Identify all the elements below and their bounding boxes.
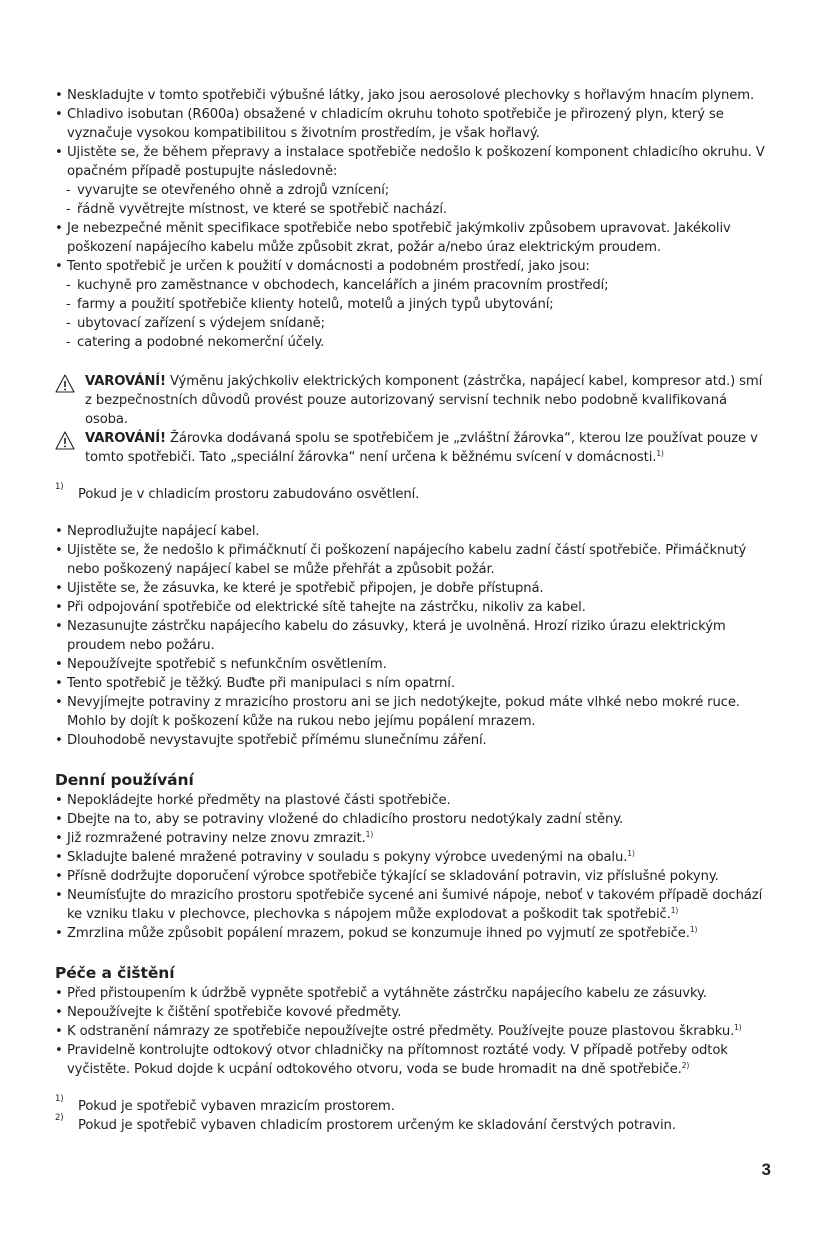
- footnote-text: Pokud je spotřebič vybaven chladicím prostorem určeným ke skladování čerstvých potravin.: [78, 1118, 676, 1133]
- list-item: [55, 810, 771, 829]
- footnote-ref: 1): [627, 849, 635, 858]
- footnote-ref: 2): [681, 1061, 690, 1070]
- list-item: [55, 693, 771, 731]
- warning-triangle-icon: [55, 374, 75, 393]
- list-item: [55, 674, 771, 693]
- footnote-number: 1): [55, 1094, 64, 1104]
- sub-list-item: [55, 333, 771, 352]
- list-item: [55, 848, 771, 867]
- section-heading-care: Péče a čištění: [55, 964, 175, 982]
- warning-block: [55, 372, 771, 429]
- list-item: [55, 86, 771, 105]
- list-item: [55, 867, 771, 886]
- footnote-ref: 1): [365, 830, 374, 839]
- footnote-ref: 1): [670, 906, 679, 915]
- list-item-text: Pravidelně kontrolujte odtokový otvor chladničky na přítomnost roztáté vody. V případě potřeby odtok vyčistěte. Pokud dojde k ucpání odtokového otvoru, voda se bude hromadit na dně spotřebiče.: [67, 1043, 728, 1077]
- footnote: [55, 1094, 771, 1116]
- list-item-text: K odstranění námrazy ze spotřebiče nepoužívejte ostré předměty. Používejte pouze plastovou škrabku.: [67, 1024, 735, 1039]
- warning-text: Výměnu jakýchkoliv elektrických komponent (zástrčka, napájecí kabel, kompresor atd.) smí z bezpečnostních důvodů provést pouze autorizovaný servisní technik nebo podobně kvalifikovaná osoba.: [85, 374, 763, 427]
- sub-list-item: [55, 181, 771, 200]
- list-item-text: Nevyjímejte potraviny z mrazicího prostoru ani se jich nedotýkejte, pokud máte vlhké nebo mokré ruce. Mohlo by dojít k poškození kůže na rukou nebo jejímu popálení mrazem.: [67, 695, 740, 729]
- sub-list-item: [55, 200, 771, 219]
- sub-list-item: [55, 295, 771, 314]
- footnote: [55, 1113, 771, 1135]
- list-item-text: Neumísťujte do mrazicího prostoru spotřebiče sycené ani šumivé nápoje, neboť v takovém případě dochází ke vzniku tlaku v plechovce, plechovka s nápojem může explodovat a poškodit tak spotřebič.: [67, 888, 763, 922]
- list-item-text: Nepoužívejte spotřebič s nefunkčním osvětlením.: [67, 657, 387, 672]
- list-item: [55, 829, 771, 848]
- list-item-text: ubytovací zařízení s výdejem snídaně;: [77, 316, 325, 331]
- list-item-text: Ujistěte se, že nedošlo k přimáčknutí či poškození napájecího kabelu zadní částí spotřebiče. Přimáčknutý nebo poškozený napájecí kabel se může přehřát a způsobit požár.: [67, 543, 747, 577]
- section-heading-daily-use: Denní používání: [55, 771, 194, 789]
- footnote-number: 2): [55, 1113, 64, 1123]
- list-item: [55, 598, 771, 617]
- list-item: [55, 522, 771, 541]
- list-item-text: Je nebezpečné měnit specifikace spotřebiče nebo spotřebič jakýmkoliv způsobem upravovat. Jakékoliv poškození napájecího kabelu může způsobit zkrat, požár a/nebo úraz elektrickým proudem.: [67, 221, 731, 255]
- list-item: [55, 655, 771, 674]
- list-item-text: Nezasunujte zástrčku napájecího kabelu do zásuvky, která je uvolněná. Hrozí riziko úrazu elektrickým proudem nebo požáru.: [67, 619, 726, 653]
- warning-triangle-icon: [55, 431, 75, 450]
- list-item: [55, 886, 771, 924]
- list-item: [55, 731, 771, 750]
- list-item-text: Skladujte balené mražené potraviny v souladu s pokyny výrobce uvedenými na obalu.: [67, 850, 628, 865]
- list-item-text: Neskladujte v tomto spotřebiči výbušné látky, jako jsou aerosolové plechovky s hořlavým hnacím plynem.: [67, 88, 755, 103]
- list-item: [55, 579, 771, 598]
- warning-label: VAROVÁNÍ!: [85, 374, 166, 389]
- list-item-text: Chladivo isobutan (R600a) obsažené v chladicím okruhu tohoto spotřebiče je přirozený plyn, který se vyznačuje vysokou kompatibilitou s životním prostředím, je však hořlavý.: [67, 107, 724, 141]
- list-item-text: catering a podobné nekomerční účely.: [77, 335, 325, 350]
- list-item-text: Ujistěte se, že zásuvka, ke které je spotřebič připojen, je dobře přístupná.: [67, 581, 544, 596]
- list-item: [55, 791, 771, 810]
- list-item: [55, 257, 771, 276]
- safety-list: [55, 86, 771, 352]
- list-item-text: farmy a použití spotřebiče klienty hotelů, motelů a jiných typů ubytování;: [77, 297, 554, 312]
- list-item-text: Nepoužívejte k čištění spotřebiče kovové předměty.: [67, 1005, 402, 1020]
- list-item-text: Tento spotřebič je určen k použití v domácnosti a podobném prostředí, jako jsou:: [67, 259, 590, 274]
- daily-use-list: [55, 791, 771, 943]
- list-item-text: Neprodlužujte napájecí kabel.: [67, 524, 260, 539]
- list-item: [55, 219, 771, 257]
- page-number: 3: [761, 1160, 771, 1179]
- list-item: [55, 1003, 771, 1022]
- electrical-list: [55, 522, 771, 750]
- list-item-text: Dbejte na to, aby se potraviny vložené do chladicího prostoru nedotýkaly zadní stěny.: [67, 812, 624, 827]
- list-item: [55, 1041, 771, 1079]
- footnote-text: Pokud je v chladicím prostoru zabudováno osvětlení.: [78, 487, 420, 502]
- footnote-ref: 1): [656, 449, 664, 458]
- footnote: [55, 482, 771, 504]
- care-list: [55, 984, 771, 1079]
- list-item-text: Již rozmražené potraviny nelze znovu zmrazit.: [67, 831, 366, 846]
- list-item: [55, 617, 771, 655]
- sub-list-item: [55, 276, 771, 295]
- list-item-text: Ujistěte se, že během přepravy a instalace spotřebiče nedošlo k poškození komponent chladicího okruhu. V opačném případě postupujte následovně:: [67, 145, 765, 179]
- list-item: [55, 924, 771, 943]
- list-item-text: Zmrzlina může způsobit popálení mrazem, pokud se konzumuje ihned po vyjmutí ze spotřebiče.: [67, 926, 690, 941]
- list-item-text: Tento spotřebič je těžký. Buďte při manipulaci s ním opatrní.: [67, 676, 455, 691]
- page-content: [55, 86, 771, 1135]
- list-item-text: řádně vyvětrejte místnost, ve které se spotřebič nachází.: [77, 202, 447, 217]
- list-item: [55, 984, 771, 1003]
- footnote-text: Pokud je spotřebič vybaven mrazicím prostorem.: [78, 1099, 395, 1114]
- list-item-text: Nepokládejte horké předměty na plastové části spotřebiče.: [67, 793, 451, 808]
- list-item-text: Dlouhodobě nevystavujte spotřebič přímému slunečnímu záření.: [67, 733, 487, 748]
- list-item: [55, 105, 771, 143]
- warning-label: VAROVÁNÍ!: [85, 431, 166, 446]
- warning-text: Žárovka dodávaná spolu se spotřebičem je „zvláštní žárovka“, kterou lze používat pouze v tomto spotřebiči. Tato „speciální žárovka“ není určena k běžnému svícení v domácnosti.: [85, 431, 758, 465]
- footnote-number: 1): [55, 482, 64, 492]
- list-item: [55, 143, 771, 181]
- footnote-ref: 1): [734, 1023, 742, 1032]
- sub-list-item: [55, 314, 771, 333]
- footnote-ref: 1): [689, 925, 698, 934]
- list-item-text: vyvarujte se otevřeného ohně a zdrojů vznícení;: [77, 183, 390, 198]
- warning-block: [55, 429, 771, 467]
- list-item: [55, 541, 771, 579]
- list-item-text: Přísně dodržujte doporučení výrobce spotřebiče týkající se skladování potravin, viz příslušné pokyny.: [67, 869, 719, 884]
- list-item: [55, 1022, 771, 1041]
- list-item-text: Při odpojování spotřebiče od elektrické sítě tahejte na zástrčku, nikoliv za kabel.: [67, 600, 586, 615]
- list-item-text: Před přistoupením k údržbě vypněte spotřebič a vytáhněte zástrčku napájecího kabelu ze zásuvky.: [67, 986, 707, 1001]
- list-item-text: kuchyně pro zaměstnance v obchodech, kancelářích a jiném pracovním prostředí;: [77, 278, 609, 293]
